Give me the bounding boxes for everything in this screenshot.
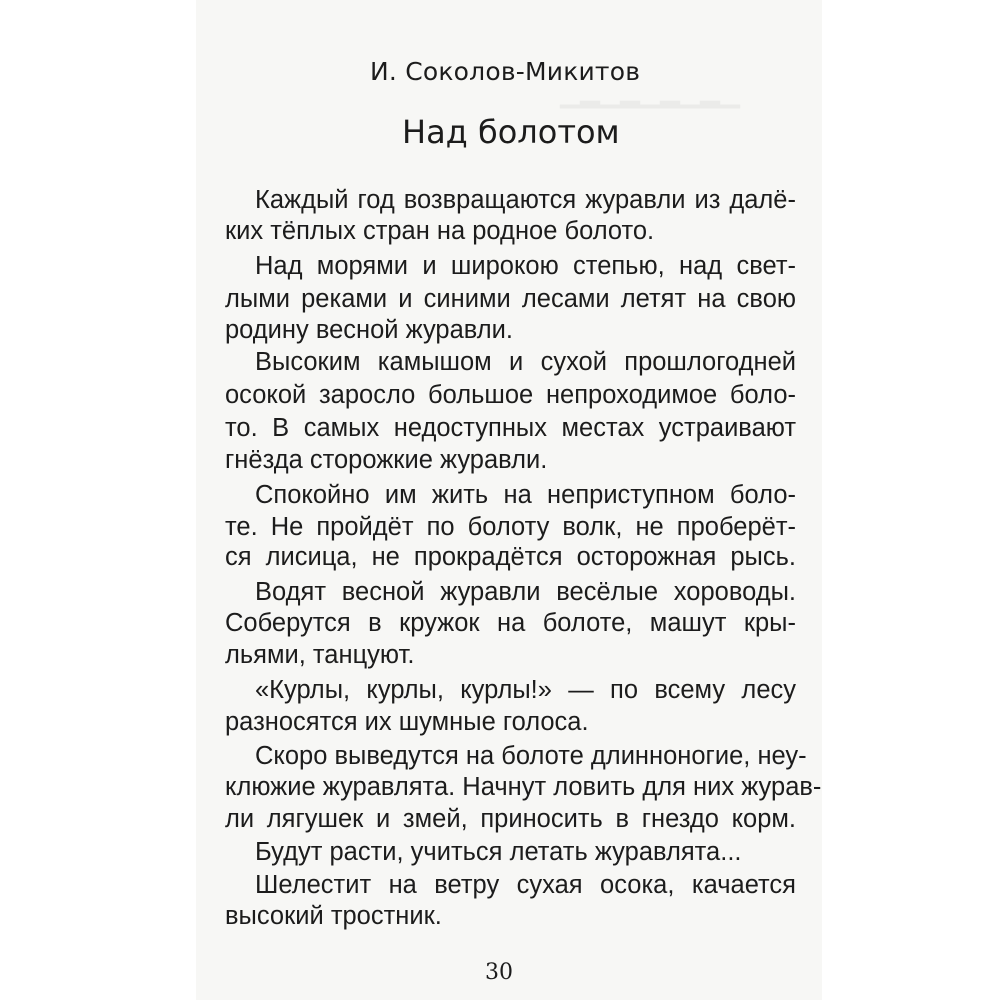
text-line: разносятся их шумные голоса. bbox=[225, 708, 589, 736]
text-line: гнёзда сторожкие журавли. bbox=[225, 446, 548, 474]
text-line: Шелестит на ветру сухая осока, качается bbox=[255, 871, 796, 899]
text-line: Высоким камышом и сухой прошлогодней bbox=[255, 348, 796, 376]
text-line: осокой заросло большое непроходимое боло- bbox=[225, 381, 796, 409]
story-title: Над болотом bbox=[402, 113, 620, 151]
text-line: Спокойно им жить на неприступном боло- bbox=[255, 481, 796, 509]
text-line: те. Не пройдёт по болоту волк, не проберёт- bbox=[225, 513, 796, 541]
text-line: ких тёплых стран на родное болото. bbox=[225, 217, 655, 245]
text-line: родину весной журавли. bbox=[225, 316, 513, 344]
text-line: льями, танцуют. bbox=[225, 641, 415, 669]
text-line: то. В самых недоступных местах устраивают bbox=[225, 414, 796, 442]
text-line: высокий тростник. bbox=[225, 902, 442, 930]
text-line: Каждый год возвращаются журавли из далё- bbox=[255, 186, 796, 214]
text-line: «Курлы, курлы, курлы!» — по всему лесу bbox=[255, 676, 796, 704]
text-line: Водят весной журавли весёлые хороводы. bbox=[255, 578, 796, 606]
text-line: Скоро выведутся на болоте длинноногие, неу- bbox=[255, 742, 807, 770]
text-line: Соберутся в кружок на болоте, машут кры- bbox=[225, 609, 796, 637]
text-line: клюжие журавлята. Начнут ловить для них журав- bbox=[225, 773, 822, 801]
text-line: ли лягушек и змей, приносить в гнездо корм. bbox=[225, 805, 796, 833]
text-line: Над морями и широкою степью, над свет- bbox=[255, 252, 796, 280]
author-name: И. Соколов-Микитов bbox=[370, 57, 641, 86]
page-number: 30 bbox=[485, 960, 513, 985]
text-line: лыми реками и синими лесами летят на свою bbox=[225, 285, 796, 313]
text-line: Будут расти, учиться летать журавлята... bbox=[255, 838, 742, 866]
text-line: ся лисица, не прокрадётся осторожная рысь. bbox=[225, 543, 796, 571]
